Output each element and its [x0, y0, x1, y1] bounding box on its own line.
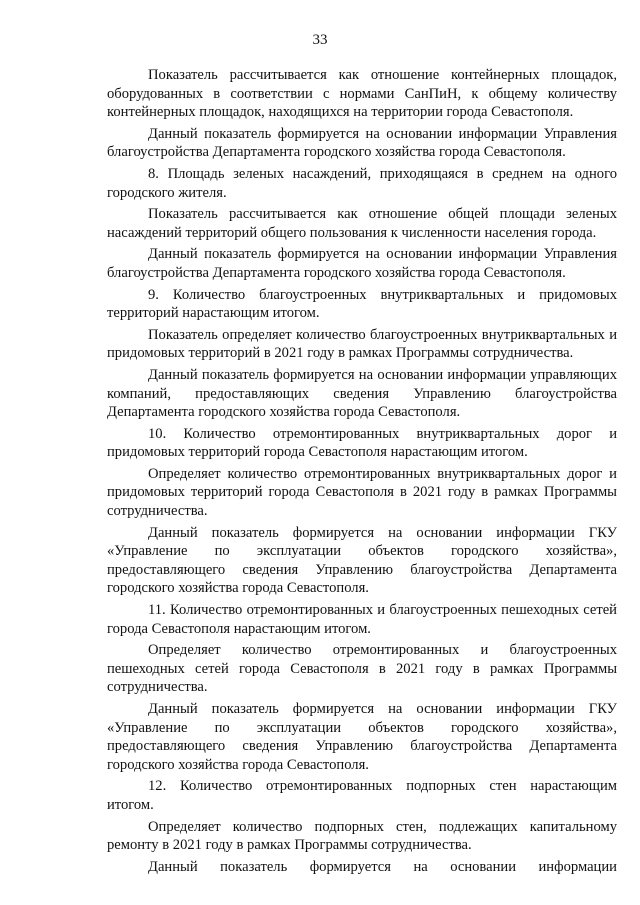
paragraph: 9. Количество благоустроенных внутриквартальных и придомовых территорий нарастающим итогом. [107, 286, 617, 322]
paragraph: 11. Количество отремонтированных и благоустроенных пешеходных сетей города Севастополя нарастающим итогом. [107, 602, 617, 637]
paragraph: Определяет количество отремонтированных и благоустроенных пешеходных сетей города Севастополя в 2021 году в рамках Программы сотрудничества. [107, 642, 617, 696]
paragraph: 8. Площадь зеленых насаждений, приходящаяся в среднем на одного городского жителя. [107, 165, 617, 201]
paragraph: Данный показатель формируется на основании информации ГКУ «Управление по эксплуатации объектов городского хозяйства», предоставляющего сведения Управлению благоустройства Департамента городского хозяйства города Севастополя. [107, 524, 617, 597]
paragraph: Показатель рассчитывается как отношение контейнерных площадок, оборудованных в соответствии с нормами СанПиН, к общему количеству контейнерных площадок, находящихся на территории города Севастополя. [107, 67, 617, 121]
paragraph: Данный показатель формируется на основании информации Управления благоустройства Департамента городского хозяйства города Севастополя. [107, 246, 617, 281]
document-body [107, 66, 617, 876]
paragraph: Показатель определяет количество благоустроенных внутриквартальных и придомовых территорий в 2021 году в рамках Программы сотрудничества. [107, 326, 617, 362]
paragraph: Определяет количество подпорных стен, подлежащих капитальному ремонту в 2021 году в рамках Программы сотрудничества. [107, 818, 617, 854]
paragraph: Данный показатель формируется на основании информации управляющих компаний, предоставляющих сведения Управлению благоустройства Департамента городского хозяйства города Севастополя. [107, 366, 617, 421]
paragraph: 10. Количество отремонтированных внутриквартальных дорог и придомовых территорий города Севастополя нарастающим итогом. [107, 425, 617, 461]
paragraph: Данный показатель формируется на основании информации ГКУ «Управление по эксплуатации объектов городского хозяйства», предоставляющего сведения Управлению благоустройства Департамента городского хозяйства города Севастополя. [107, 701, 617, 773]
paragraph: Данный показатель формируется на основании информации Управления благоустройства Департамента городского хозяйства города Севастополя. [107, 125, 617, 161]
paragraph: 12. Количество отремонтированных подпорных стен нарастающим итогом. [107, 778, 617, 813]
paragraph: Данный показатель формируется на основании информации [148, 858, 617, 875]
paragraph: Определяет количество отремонтированных внутриквартальных дорог и придомовых территорий города Севастополя в 2021 году в рамках Программы сотрудничества. [107, 465, 617, 520]
paragraph: Показатель рассчитывается как отношение общей площади зеленых насаждений территорий общего пользования к численности населения города. [107, 206, 617, 241]
page-number: 33 [312, 32, 328, 48]
